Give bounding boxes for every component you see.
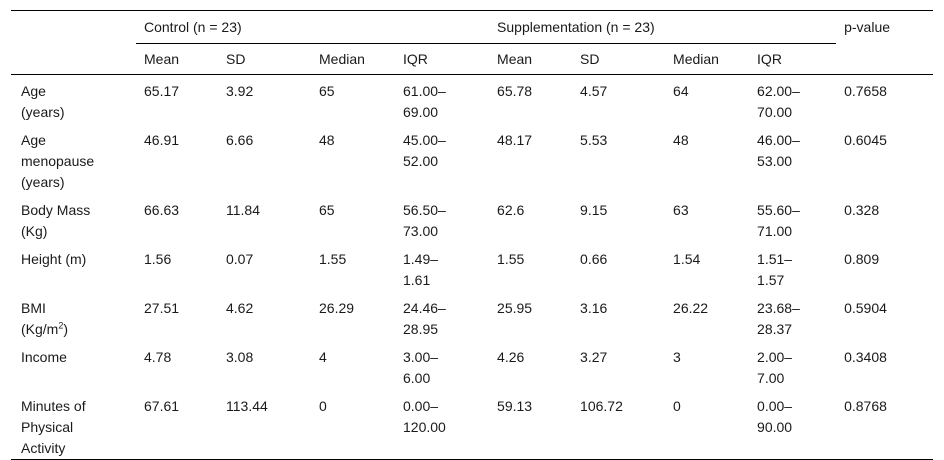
pvalue-cell: 0.8768 — [836, 389, 933, 460]
value-cell: 48 — [319, 132, 335, 148]
iqr-part: 28.95 — [403, 321, 439, 337]
subheader-cell: IQR — [395, 44, 489, 75]
table-row — [11, 193, 933, 242]
row-label-line: (years) — [21, 174, 65, 190]
iqr-cell — [749, 291, 836, 340]
iqr-cell — [749, 123, 836, 193]
value-cell: 48 — [673, 132, 689, 148]
table-row — [11, 291, 933, 340]
iqr-part: 3.00– — [403, 349, 439, 365]
row-label-line: Income — [21, 349, 67, 365]
value-cell: 64 — [673, 83, 689, 99]
iqr-cell — [749, 242, 836, 291]
iqr-part: 23.68– — [757, 300, 800, 316]
iqr-part: 1.61 — [403, 272, 431, 288]
superscript: 2 — [58, 320, 64, 331]
iqr-cell — [395, 389, 489, 460]
value-cell: 3.27 — [580, 349, 608, 365]
value-cell: 106.72 — [572, 389, 665, 460]
iqr-cell — [749, 389, 836, 460]
row-label-line: BMI — [21, 300, 46, 316]
subheader-cell: IQR — [749, 44, 836, 75]
iqr-part: 2.00– — [757, 349, 793, 365]
iqr-part: 61.00– — [403, 83, 446, 99]
row-label — [11, 75, 136, 124]
group-header-control: Control (n = 23) — [136, 11, 489, 44]
row-label-line: Activity — [21, 440, 66, 456]
iqr-cell — [395, 340, 489, 389]
row-label-line: (Kg/m — [21, 321, 59, 337]
blank-corner — [11, 11, 136, 44]
group-header-supplementation: Supplementation (n = 23) — [489, 11, 836, 44]
row-label-line: Minutes of — [21, 398, 86, 414]
value-cell: 0 — [665, 389, 749, 460]
subheader-cell: Mean — [136, 44, 218, 75]
iqr-part: 1.51– — [757, 251, 793, 267]
value-cell: 1.56 — [144, 251, 172, 267]
value-cell: 63 — [673, 202, 689, 218]
value-cell: 0.66 — [580, 251, 608, 267]
value-cell: 46.91 — [144, 132, 180, 148]
row-label-line: Body Mass — [21, 202, 91, 218]
row-label-line: ) — [63, 321, 69, 337]
value-cell: 4 — [319, 349, 327, 365]
group-header-row — [11, 11, 933, 44]
iqr-cell — [749, 75, 836, 124]
value-cell: 3.08 — [226, 349, 254, 365]
iqr-part: 71.00 — [757, 223, 793, 239]
subheader-cell: SD — [218, 44, 311, 75]
iqr-part: 0.00– — [757, 398, 793, 414]
iqr-part: 6.00 — [403, 370, 431, 386]
pvalue-cell: 0.809 — [844, 251, 880, 267]
value-cell: 4.26 — [497, 349, 525, 365]
pvalue-cell: 0.3408 — [844, 349, 887, 365]
iqr-cell — [395, 242, 489, 291]
value-cell: 25.95 — [497, 300, 533, 316]
value-cell: 0.07 — [226, 251, 254, 267]
value-cell: 6.66 — [226, 132, 254, 148]
value-cell: 26.29 — [319, 300, 355, 316]
table-row — [11, 123, 933, 193]
value-cell: 65 — [319, 202, 335, 218]
iqr-part: 1.49– — [403, 251, 439, 267]
value-cell: 65.17 — [144, 83, 180, 99]
iqr-cell — [395, 75, 489, 124]
iqr-part: 55.60– — [757, 202, 800, 218]
iqr-cell — [395, 291, 489, 340]
table-row — [11, 389, 933, 460]
value-cell: 1.55 — [497, 251, 525, 267]
row-label — [11, 340, 136, 389]
iqr-part: 46.00– — [757, 132, 800, 148]
row-label — [11, 242, 136, 291]
table-row — [11, 242, 933, 291]
value-cell: 26.22 — [673, 300, 709, 316]
pvalue-cell: 0.6045 — [844, 132, 887, 148]
subheader-cell: Mean — [489, 44, 572, 75]
value-cell: 0 — [311, 389, 395, 460]
table-body — [11, 75, 933, 460]
value-cell: 48.17 — [497, 132, 533, 148]
iqr-cell — [395, 123, 489, 193]
blank-subheader-p — [836, 44, 933, 75]
subheader-cell: Median — [665, 44, 749, 75]
iqr-part: 70.00 — [757, 104, 793, 120]
value-cell: 59.13 — [489, 389, 572, 460]
iqr-cell — [749, 193, 836, 242]
iqr-part: 69.00 — [403, 104, 439, 120]
value-cell: 11.84 — [226, 202, 260, 218]
iqr-part: 56.50– — [403, 202, 446, 218]
blank-subheader — [11, 44, 136, 75]
value-cell: 4.57 — [580, 83, 608, 99]
value-cell: 3.16 — [580, 300, 608, 316]
iqr-part: 62.00– — [757, 83, 800, 99]
value-cell: 65.78 — [497, 83, 533, 99]
value-cell: 9.15 — [580, 202, 608, 218]
value-cell: 27.51 — [144, 300, 180, 316]
pvalue-cell: 0.328 — [844, 202, 880, 218]
value-cell: 65 — [319, 83, 335, 99]
value-cell: 62.6 — [497, 202, 525, 218]
iqr-part: 52.00 — [403, 153, 439, 169]
iqr-part: 1.57 — [757, 272, 785, 288]
iqr-part: 45.00– — [403, 132, 446, 148]
pvalue-header: p-value — [836, 11, 933, 44]
row-label — [11, 291, 136, 340]
iqr-part: 24.46– — [403, 300, 446, 316]
row-label — [11, 123, 136, 193]
value-cell: 3.92 — [226, 83, 254, 99]
value-cell: 4.78 — [144, 349, 172, 365]
subheader-cell: Median — [311, 44, 395, 75]
row-label-line: Physical — [21, 419, 74, 435]
value-cell: 67.61 — [136, 389, 218, 460]
pvalue-cell: 0.7658 — [844, 83, 887, 99]
iqr-part: 73.00 — [403, 223, 439, 239]
table-row — [11, 340, 933, 389]
iqr-part: 90.00 — [757, 419, 793, 435]
iqr-part: 53.00 — [757, 153, 793, 169]
iqr-cell — [749, 340, 836, 389]
characteristics-table — [11, 10, 933, 460]
iqr-part: 120.00 — [403, 419, 446, 435]
row-label-line: (years) — [21, 104, 65, 120]
row-label-line: Age — [21, 132, 46, 148]
subheader-cell: SD — [572, 44, 665, 75]
value-cell: 3 — [673, 349, 681, 365]
value-cell: 4.62 — [226, 300, 254, 316]
value-cell: 113.44 — [218, 389, 311, 460]
row-label — [11, 193, 136, 242]
row-label-line: menopause — [21, 153, 95, 169]
row-label-line: (Kg) — [21, 223, 48, 239]
value-cell: 1.55 — [319, 251, 347, 267]
iqr-part: 7.00 — [757, 370, 785, 386]
pvalue-cell: 0.5904 — [844, 300, 887, 316]
value-cell: 1.54 — [673, 251, 701, 267]
iqr-part: 28.37 — [757, 321, 793, 337]
row-label-line: Height (m) — [21, 251, 87, 267]
value-cell: 66.63 — [144, 202, 180, 218]
iqr-part: 0.00– — [403, 398, 439, 414]
subheader-row — [11, 44, 933, 75]
table-row — [11, 75, 933, 124]
row-label — [11, 389, 136, 460]
value-cell: 5.53 — [580, 132, 608, 148]
row-label-line: Age — [21, 83, 46, 99]
iqr-cell — [395, 193, 489, 242]
